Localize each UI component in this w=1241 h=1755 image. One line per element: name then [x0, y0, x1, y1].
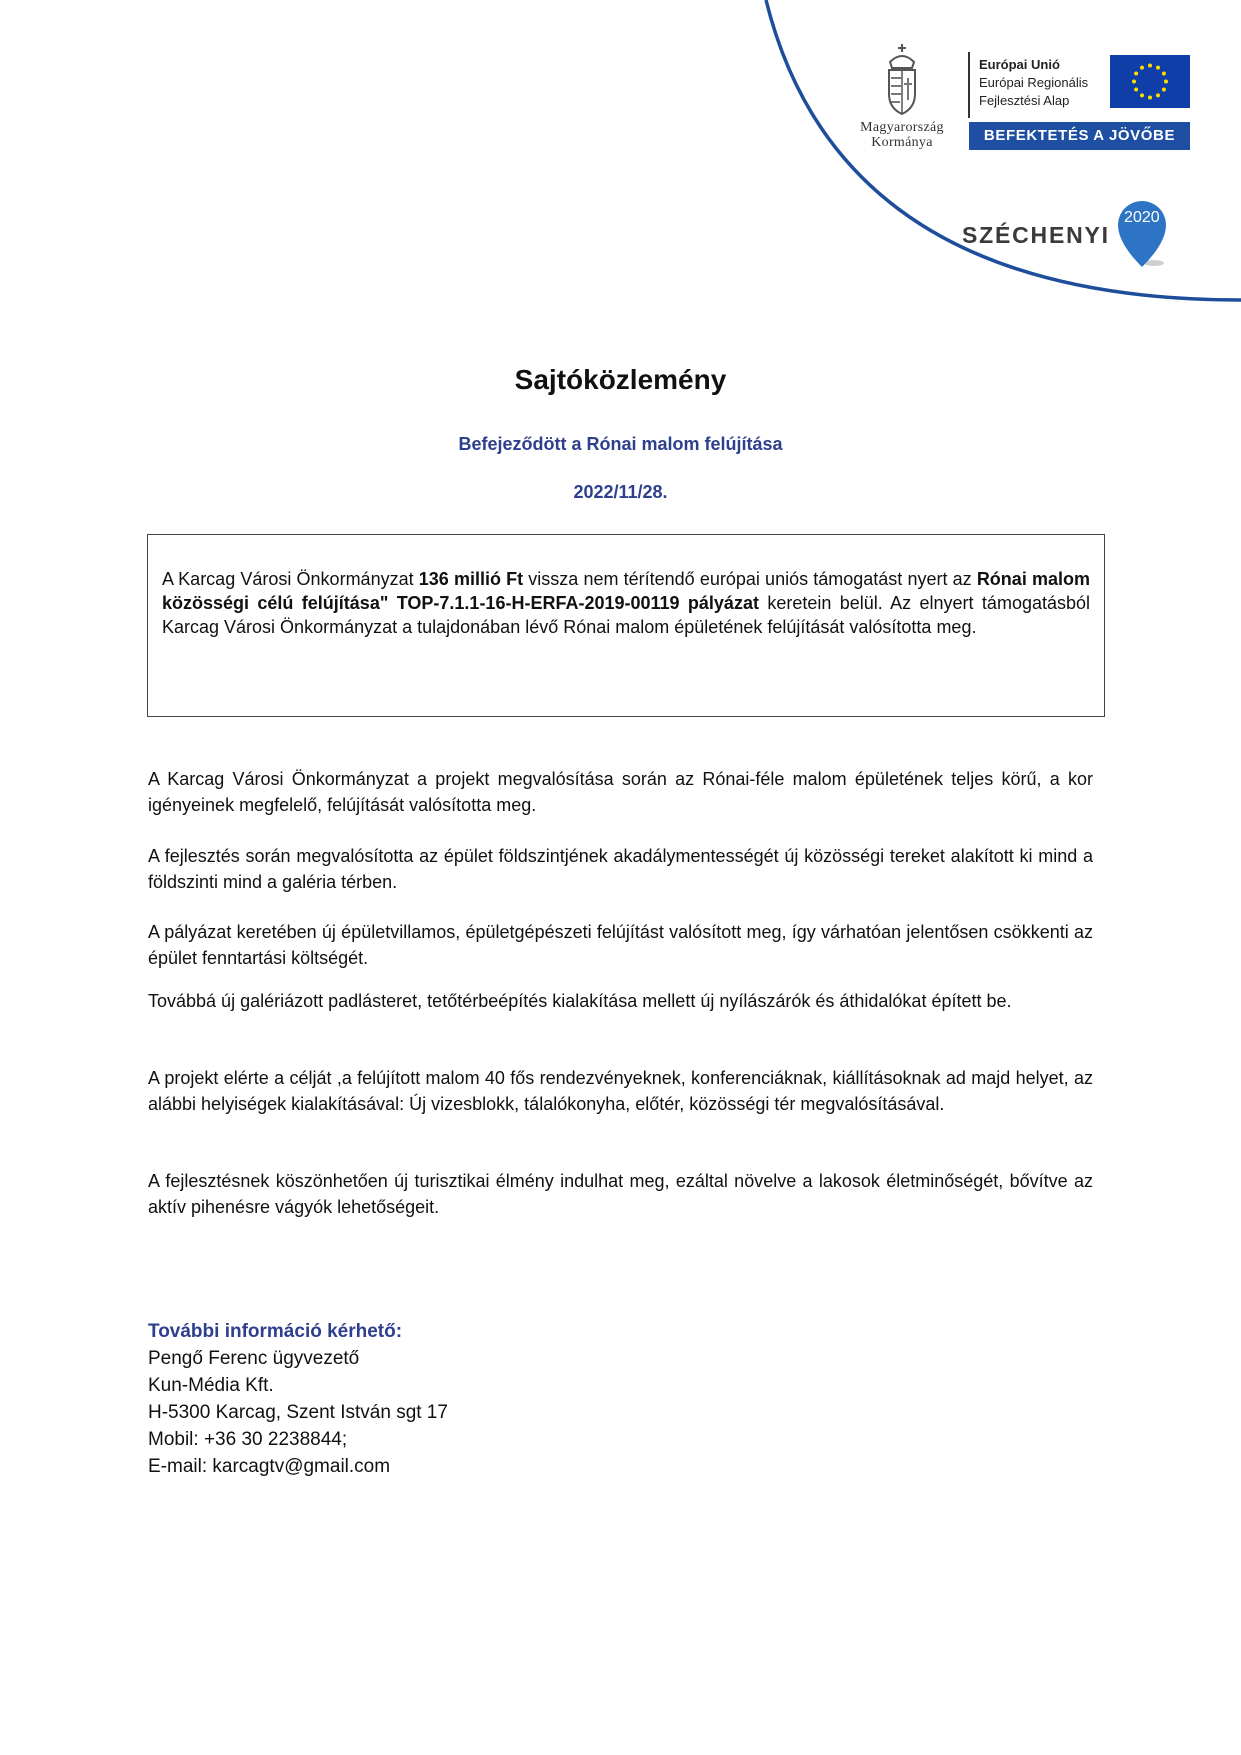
eu-title: Európai Unió — [979, 57, 1060, 72]
szechenyi-word: SZÉCHENYI — [962, 221, 1110, 248]
body-paragraph-5: A projekt elérte a célját ,a felújított malom 40 fős rendezvényeknek, konferenciáknak, kiállításoknak ad majd helyet, az alábbi helyiségek kialakításával: Új vizesblokk, tálalókonyha, előtér, közösségi tér megvalósításával. — [148, 1068, 1093, 1114]
document-title: Sajtóközlemény — [514, 364, 727, 395]
contact-mobile: Mobil: +36 30 2238844; — [148, 1429, 348, 1450]
body-paragraph-2: A fejlesztés során megvalósította az épület földszintjének akadálymentességét új közösségi tereket alakított ki mind a földszinti mind a galéria térben. — [148, 846, 1093, 892]
coat-of-arms-icon — [882, 42, 922, 118]
summary-amount: 136 millió Ft — [418, 569, 524, 589]
hungary-government-logo — [842, 42, 962, 150]
decorative-arc — [0, 0, 1241, 320]
contact-company: Kun-Média Kft. — [148, 1375, 274, 1396]
summary-project-name: Rónai malom közösségi célú felújítása" TOP-7.1.1-16-H-ERFA-2019-00119 pályázat — [162, 569, 1090, 613]
szechenyi-2020-logo — [962, 199, 1170, 271]
body-paragraph-1: A Karcag Városi Önkormányzat a projekt megvalósítása során az Rónai-féle malom épületének teljes körű, a kor igényeinek megfelelő, felújítását valósította meg. — [148, 769, 1093, 815]
investment-banner: BEFEKTETÉS A JÖVŐBE — [969, 122, 1190, 150]
document-date: 2022/11/28. — [573, 482, 668, 502]
hungary-logo-line2: Kormánya — [871, 135, 933, 150]
contact-heading: További információ kérhető: — [148, 1321, 403, 1342]
summary-text-2: vissza nem térítendő európai uniós támogatást nyert az — [523, 569, 977, 589]
contact-name: Pengő Ferenc ügyvezető — [148, 1348, 360, 1369]
contact-email: E-mail: karcagtv@gmail.com — [148, 1456, 391, 1477]
contact-block — [148, 1318, 448, 1480]
body-paragraph-3: A pályázat keretében új épületvillamos, épületgépészeti felújítást valósított meg, így várhatóan jelentősen csökkenti az épület fenntartási költségét. — [148, 922, 1093, 968]
eu-flag-icon — [1110, 55, 1190, 108]
body-paragraph-4: Továbbá új galériázott padlásteret, tetőtérbeépítés kialakítása mellett új nyílászárók és áthidalókat épített be. — [148, 991, 1012, 1011]
eu-logo-divider — [968, 52, 970, 118]
contact-address: H-5300 Karcag, Szent István sgt 17 — [148, 1402, 448, 1423]
eu-fund-line1: Európai Regionális — [979, 75, 1089, 90]
summary-text-3: keretein belül. Az elnyert támogatásból Karcag Városi Önkormányzat a tulajdonában lévő Rónai malom épületének felújítását valósította meg. — [162, 593, 1091, 637]
summary-text — [162, 567, 1090, 639]
body-paragraph-6: A fejlesztésnek köszönhetően új turisztikai élmény indulhat meg, ezáltal növelve a lakosok életminőségét, bővítve az aktív pihenésre vágyók lehetőségeit. — [148, 1171, 1093, 1217]
eu-fund-line2: Fejlesztési Alap — [979, 93, 1070, 108]
eu-logo-text — [979, 56, 1088, 110]
summary-text-1: A Karcag Városi Önkormányzat — [162, 569, 419, 589]
szechenyi-year: 2020 — [1124, 209, 1160, 226]
map-pin-icon — [1114, 199, 1170, 271]
document-subtitle: Befejeződött a Rónai malom felújítása — [458, 434, 783, 454]
hungary-logo-line1: Magyarország — [860, 120, 944, 135]
